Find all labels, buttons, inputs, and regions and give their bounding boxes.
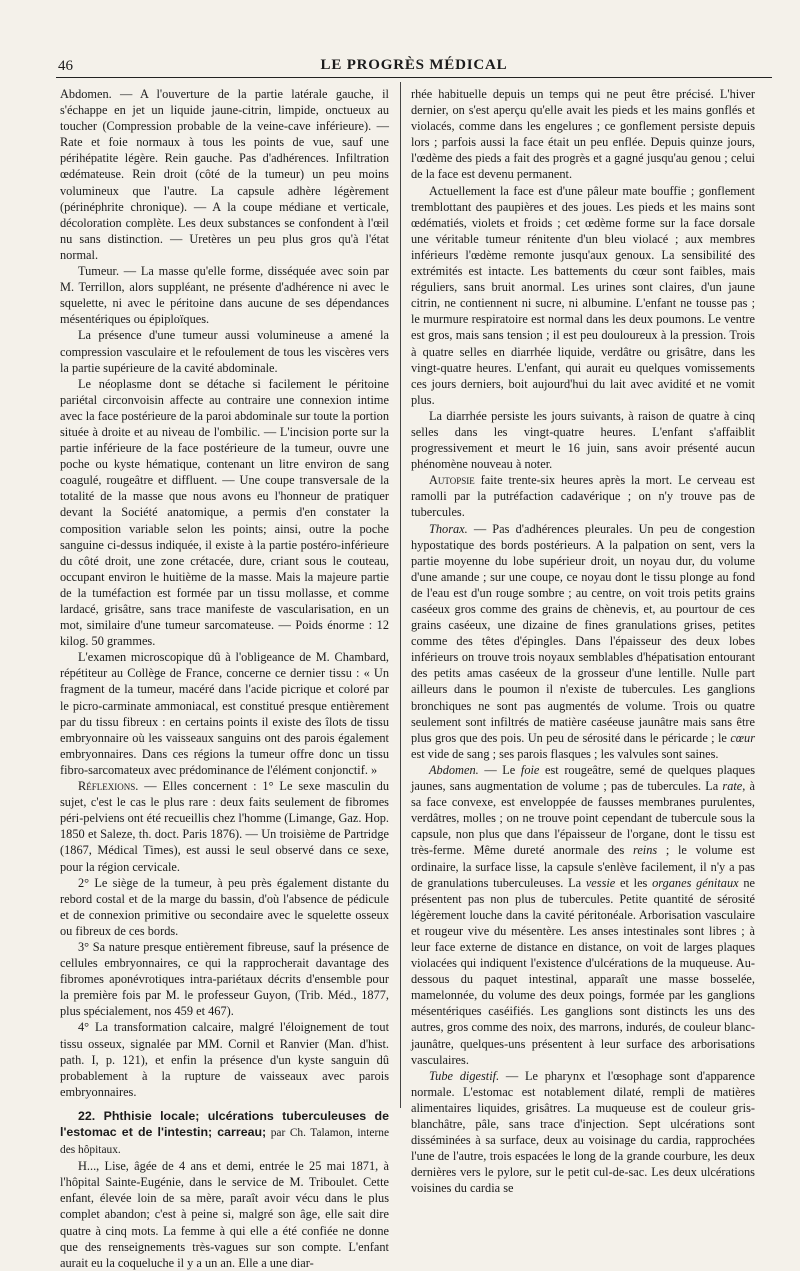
paragraph-examen: L'examen microscopique dû à l'obligeance de M. Chambard, répétiteur au Collège de France, concerne ce dernier tissu : « Un fragment de la tumeur, macéré dans l'acide picrique et coloré par le picro-carminate ammoniacal, est constitué presque entièrement par du tissu fibreux : en certains points il existe des îlots de tissu embryonnaire où les vaisseaux sanguins ont des parois également embryonnaires. Dans ces régions la tumeur offre donc un tissu fibro-sarcomateux avec prédominance de l'élément conjonctif. » (60, 650, 389, 777)
abdomen-text-a: — Le (478, 762, 521, 777)
paragraph-autopsie (411, 472, 755, 520)
abdomen-text-b: est rougeâtre, semé de quelques plaques jaunes, sans augmentation de volume ; pas de tubercules. La (411, 762, 756, 794)
tube-digestif-lead: Tube digestif. (429, 1068, 500, 1083)
right-column (411, 86, 756, 1196)
autopsie-lead: Autopsie (429, 473, 475, 488)
abdomen-reins: reins (632, 843, 658, 858)
header-rule (56, 77, 772, 78)
section-title: 22. Phthisie locale; ulcérations tuberculeuses de l'estomac et de l'intestin; carreau; (60, 1108, 389, 1139)
abdomen-rate: rate (722, 779, 743, 794)
paragraph-siege: 2° Le siège de la tumeur, à peu près également distante du rebord costal et de la marge du bassin, d'où l'absence de pédicule et de connexion primitive ou secondaire avec le squelette osseux ou fibreux de ces bords. (60, 875, 389, 938)
paragraph-abdomen-autopsy (411, 762, 755, 1068)
abdomen-vessie: vessie (585, 875, 616, 890)
abdomen-text-c: , à sa face convexe, est enveloppée de fausses membranes purulentes, verdâtres, molles ; on ne trouve point cependant de tubercule sous la capsule, non plus que dans l'épaisseur de l'organe, dont le tissu est très-ferme. Même dureté anormale des (411, 779, 755, 858)
paragraph-case-intro: H..., Lise, âgée de 4 ans et demi, entrée le 25 mai 1871, à l'hôpital Sainte-Eugénie, dans le service de M. Triboulet. Cette enfant, élevée loin de sa mère, paraît avoir vécu dans le plus complet abandon; c'est à peine si, malgré son âge, elle sait dire quatre à cinq mots. La femme à qui elle a été confiée ne donne que des renseignements très-vagues sur son compte. L'enfant aurait eu la coqueluche il y a un an. Elle a une diar- (60, 1159, 389, 1270)
section-spacer (60, 1100, 389, 1108)
paragraph-tumeur: Tumeur. — La masse qu'elle forme, disséquée avec soin par M. Terrillon, alors suppléant, ne présente d'adhérence ni avec le squelette, ni avec le péritoine dans aucune de ses dépendances mésentériques ou épiploïques. (60, 264, 389, 327)
paragraph-nature: 3° Sa nature presque entièrement fibreuse, sauf la présence de cellules embryonnaires, ce qui la rapprocherait davantage des fibromes aponévrotiques intra-pariétaux décrits d'ensemble pour la première fois par M. le professeur Guyon, (Trib. Méd., 1877, plus spécialement, nos 459 et 467). (60, 939, 389, 1019)
paragraph-neoplasme: Le néoplasme dont se détache si facilement le péritoine pariétal circonvoisin affecte au contraire une connexion intime avec la face postérieure de la paroi abdominale sur toute la portion située à droite et au niveau de l'ombilic. — L'incision porte sur la partie inférieure de la face postérieure de la tumeur, ouvre une poche ou kyste hématique, contenant un litre environ de sang coagulé, rougeâtre et diffluent. — Une coupe transversale de la totalité de la masse que nous avons eu l'honneur de pratiquer devant la Société anatomique, a permis d'en constater la composition variable selon les points; ainsi, outre la poche sanguine ci-dessus indiquée, il existe à la partie postéro-inférieure du côté droit, une zone crétacée, dure, criant sous le couteau, occupant environ le huitième de la masse. Mais la majeure partie de la tuméfaction est formée par un tissu mollasse, et comme lardacé, grisâtre, sans trace manifeste de vascularisation, en un mot, similaire d'une tumeur sarcomateuse. — Poids énorme : 12 kilog. 50 grammes. (60, 376, 389, 649)
page-header (58, 56, 770, 78)
paragraph-compression: La présence d'une tumeur aussi volumineuse a amené la compression vasculaire et le refoulement de tous les viscères vers la partie supérieure de la cavité abdominale. (60, 328, 389, 375)
paragraph-diarrhee: La diarrhée persiste les jours suivants, à raison de quatre à cinq selles dans les vingt-quatre heures. L'enfant s'affaiblit progressivement et meurt le 16 juin, sans avoir présenté aucun phénomène nouveau à noter. (411, 408, 755, 472)
section-heading (60, 1108, 389, 1158)
paragraph-abdomen: Abdomen. — A l'ouverture de la partie latérale gauche, il s'échappe en jet un liquide jaune-citrin, limpide, onctueux au toucher (Compression probable de la veine-cave inférieure). — Rate et foie normaux à tous les points de vue, sauf une périhépatite légère. Rein gauche. Pas d'adhérences. Infiltration œdémateuse. Rein droit (côté de la tumeur) un peu moins volumineux que l'autre. La capsule adhère légèrement (périnéphrite chronique). — A la coupe médiane et verticale, décoloration complète. Les deux substances se confondent à l'œil nu sans distinction. — Uretères un peu plus gros qu'à l'état normal. (60, 87, 389, 262)
abdomen-lead: Abdomen. (429, 762, 479, 777)
column-divider (400, 82, 401, 1108)
abdomen-organes: organes génitaux (652, 875, 739, 890)
tube-digestif-text: — Le pharynx et l'œsophage sont d'apparence normale. L'estomac est notablement dilaté, rempli de matières alimentaires liquides, grisâtres. La muqueuse est de couleur gris-blanchâtre, pâle, sans trace d'injection. Sept ulcérations sont disséminées à sa surface, deux au voisinage du cardia, rapprochées l'une de l'autre, trois espacées le long de la grande courbure, les deux dernières vers le pylore, sur le petit cul-de-sac. Les deux ulcérations voisines du cardia se (411, 1068, 755, 1196)
paragraph-history: rhée habituelle depuis un temps qui ne peut être précisé. L'hiver dernier, on s'est aperçu qu'elle avait les pieds et les mains gonflés et violacés, comme dans les engelures ; ce gonflement persiste depuis lors ; parfois aussi la face était un peu enflée. Depuis quinze jours, l'œdème des pieds a fait des progrès et a gagné jusqu'au genou ; celui de la face est devenu permanent. (411, 87, 755, 182)
abdomen-text-d: ; le volume est ordinaire, la surface lisse, la capsule s'enlève facilement, il n'y a pas de granulations tuberculeuses. La (411, 843, 756, 890)
thorax-coeur: cœur (730, 730, 755, 745)
paragraph-reflexions (60, 778, 389, 875)
autopsie-text: faite trente-six heures après la mort. Le cerveau est ramolli par la putréfaction cadavérique ; on n'y trouve pas de tubercules. (411, 473, 755, 520)
paragraph-transformation: 4° La transformation calcaire, malgré l'éloignement de tout tissu osseux, signalée par MM. Cornil et Ranvier (Man. d'hist. path. I, p. 121), et enfin la présence d'un kyste sanguin dû probablement à la rupture de vaisseaux avec parois embryonnaires. (60, 1020, 389, 1099)
abdomen-text-e: et les (615, 875, 653, 890)
reflexions-lead: Réflexions. (78, 779, 139, 794)
thorax-end: est vide de sang ; ses parois flasques ; les valvules sont saines. (411, 746, 719, 761)
abdomen-text-f: ne présentent pas non plus de tubercules. Petite quantité de sérosité légèrement louche dans la cavité péritonéale. Arborisation vasculaire et rougeur vive du mésentère. Les anses intestinales sont libres ; à leur face externe de distance en distance, on voit de larges plaques violacées qui indiquent l'existence d'ulcérations de la muqueuse. Au-dessous du paquet intestinal, apparaît une masse bosselée, mamelonnée, du volume des deux poings, formée par les ganglions mésentériques caséifiés. Les ganglions sont distincts les uns des autres, gros comme des noix, des marrons, indurés, de couleur blanc-jaunâtre, quelques-uns présentent à leur surface des arborisations vasculaires. (411, 875, 755, 1067)
paragraph-tube-digestif (411, 1068, 755, 1197)
left-column (60, 86, 390, 1270)
journal-title: LE PROGRÈS MÉDICAL (320, 57, 508, 73)
section-byline: par Ch. Talamon, interne des hôpitaux. (60, 1127, 390, 1157)
reflexions-text: — Elles concernent : 1° Le sexe masculin du sujet, c'est le cas le plus rare : deux faits seulement de fibromes péri-pelviens ont été recueillis chez l'homme (Limange, Gaz. Hop. 1850 et Saleze, th. doct. Paris 1876). — Un troisième de Partridge (1867, Médical Times), est aussi le seul observé dans ce sexe, pour la région cervicale. (60, 779, 389, 874)
thorax-text: — Pas d'adhérences pleurales. Un peu de congestion hypostatique des bords postérieurs. A la palpation on sent, vers la partie moyenne du lobe supérieur droit, un noyau dur, du volume d'une amande ; sur une coupe, ce noyau dont le tissu plonge au fond de l'eau est d'un rouge sombre ; au centre, on voit trois petits grains caséeux gros comme des grains de chènevis, et, au pourtour de ces grains caséeux, une dizaine de fines granulations grises, petites comme des têtes d'épingles. Dans l'épaisseur des deux lobes inférieurs on trouve trois noyaux semblables d'hépatisation entourant des petits amas caséeux de la grosseur d'une lentille. Nulle part ailleurs dans le poumon il n'existe de tubercules. Les ganglions bronchiques ne sont pas augmentés de volume. Trois ou quatre seulement sont infiltrés de matière caséeuse jaunâtre mais sans être plus gros que des pois. Un peu de sérosité dans le péricarde ; le (411, 521, 755, 745)
paragraph-status: Actuellement la face est d'une pâleur mate bouffie ; gonflement tremblottant des paupières et des joues. Les pieds et les mains sont œdématiés, violets et froids ; cet œdème forme sur la face dorsale une véritable tumeur rénitente d'un bleu violacé ; aux membres inférieurs l'œdème remonte jusqu'aux genoux. La sensibilité des extrémités est intacte. Les battements du cœur sont faibles, mais réguliers, sans bruit anormal. Les urines sont claires, d'un jaune citrin, ne contiennent ni sucre, ni albumine. L'enfant ne tousse pas ; le murmure respiratoire est normal dans les deux poumons. Le ventre est gros, mais sans tension ; il est peu douloureux à la pression. Trois à quatre selles en diarrhée liquide, verdâtre ou grisâtre, dans les vingt-quatre heures. L'enfant, qui aurait eu quelques vomissements ces jours derniers, boit aujourd'hui du lait avec avidité et ne vomit plus. (411, 183, 755, 407)
abdomen-foie: foie (520, 762, 540, 777)
page-number: 46 (58, 58, 73, 74)
thorax-lead: Thorax. (429, 521, 468, 536)
paragraph-thorax (411, 521, 755, 762)
